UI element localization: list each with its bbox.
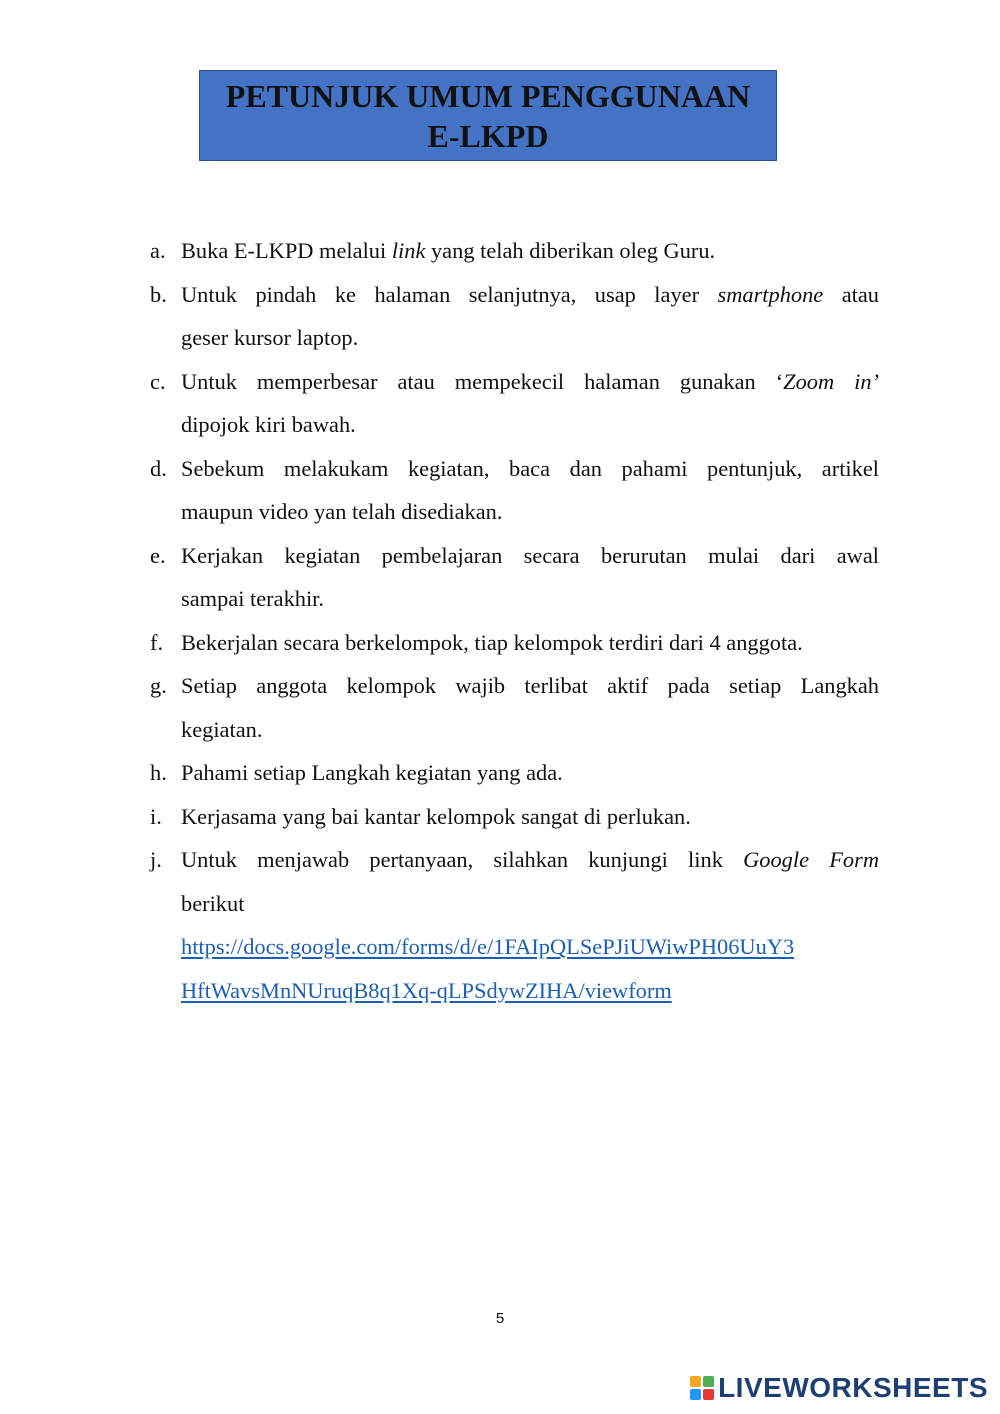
item-text-line-1: [181, 838, 879, 882]
item-emphasis: link: [391, 238, 426, 263]
title-line-2: E-LKPD: [427, 117, 549, 154]
list-marker: d.: [150, 455, 167, 481]
list-item-e: [150, 534, 879, 621]
list-marker: b.: [150, 281, 167, 307]
item-text-line-1: [181, 360, 879, 404]
item-emphasis: Google Form: [743, 847, 879, 872]
brand-text: LIVEWORKSHEETS: [718, 1372, 988, 1403]
item-text-line-2: dipojok kiri bawah.: [181, 412, 356, 437]
list-item-i: [150, 795, 879, 839]
title-box: [199, 70, 777, 161]
list-marker: i.: [150, 803, 162, 829]
list-item-a: [150, 229, 879, 273]
list-marker: a.: [150, 238, 166, 263]
list-item-c: [150, 360, 879, 447]
item-text-line-2: geser kursor laptop.: [181, 325, 359, 350]
item-emphasis: smartphone: [717, 281, 824, 307]
list-item-b: [150, 273, 879, 360]
logo-square-3: [690, 1389, 701, 1400]
link-line-1[interactable]: https://docs.google.com/forms/d/e/1FAIpQLSePJiUWiwPH06UuY3: [181, 934, 795, 959]
logo-square-4: [703, 1389, 714, 1400]
list-marker: e.: [150, 542, 166, 568]
logo-square-2: [703, 1376, 714, 1387]
title-line-1: PETUNJUK UMUM PENGGUNAAN: [225, 77, 751, 114]
item-text-line-1: Kerjakan kegiatan pembelajaran secara berurutan mulai dari awal: [181, 542, 879, 568]
item-text-line-2: sampai terakhir.: [181, 586, 325, 611]
item-text-line-2: maupun video yan telah disediakan.: [181, 499, 503, 524]
item-text-line-1: Setiap anggota kelompok wajib terlibat aktif pada setiap Langkah: [181, 673, 879, 698]
list-marker: j.: [150, 847, 162, 872]
item-text-part: Untuk menjawab pertanyaan, silahkan kunjungi link: [181, 847, 744, 872]
item-text-part: Untuk memperbesar atau mempekecil halaman gunakan ‘: [181, 368, 784, 394]
list-item-g: [150, 664, 879, 751]
list-item-d: [150, 447, 879, 534]
item-text-line-1: [181, 273, 879, 317]
item-emphasis: Zoom in’: [783, 368, 879, 394]
item-text-part: atau: [823, 281, 880, 307]
list-marker: c.: [150, 368, 166, 394]
item-text-part: yang telah diberikan oleg Guru.: [425, 238, 716, 263]
item-text: Pahami setiap Langkah kegiatan yang ada.: [181, 760, 563, 785]
page-number: 5: [495, 1310, 505, 1327]
liveworksheets-brand[interactable]: [690, 1372, 988, 1404]
logo-square-1: [690, 1376, 701, 1387]
google-form-link[interactable]: [181, 925, 879, 1012]
item-text-line-2: kegiatan.: [181, 716, 263, 742]
list-item-j: [150, 838, 879, 1012]
item-text: [181, 229, 879, 273]
item-text-line-1: Sebekum melakukam kegiatan, baca dan pahami pentunjuk, artikel: [181, 455, 879, 481]
item-text-part: Buka E-LKPD melalui: [181, 238, 392, 263]
item-text: Kerjasama yang bai kantar kelompok sangat di perlukan.: [181, 803, 691, 829]
list-item-h: [150, 751, 879, 795]
list-marker: h.: [150, 760, 167, 785]
list-marker: f.: [150, 629, 164, 655]
link-line-2[interactable]: HftWavsMnNUruqB8q1Xq-qLPSdywZIHA/viewform: [181, 977, 672, 1003]
item-text: Bekerjalan secara berkelompok, tiap kelompok terdiri dari 4 anggota.: [181, 629, 803, 655]
liveworksheets-logo-icon: [690, 1376, 714, 1400]
list-marker: g.: [150, 673, 167, 698]
item-text-line-2: berikut: [181, 890, 245, 916]
instruction-list: [150, 229, 879, 1012]
list-item-f: [150, 621, 879, 665]
item-text-part: Untuk pindah ke halaman selanjutnya, usap layer: [181, 281, 718, 307]
